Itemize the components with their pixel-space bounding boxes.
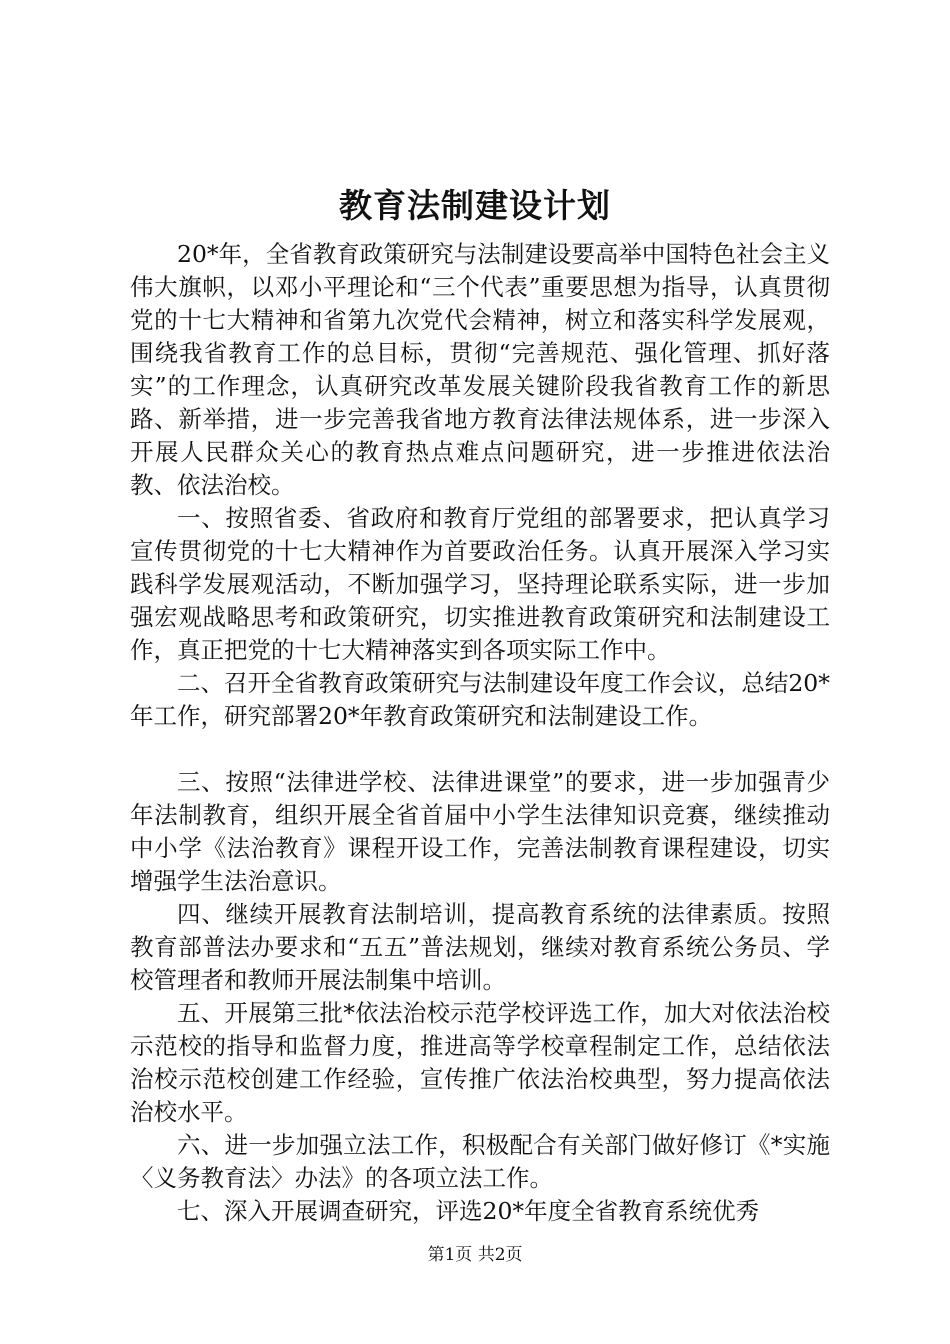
document-body (130, 238, 830, 1228)
paragraph-item-4: 四、继续开展教育法制培训，提高教育系统的法律素质。按照教育部普法办要求和“五五”普法规划，继续对教育系统公务员、学校管理者和教师开展法制集中培训。 (130, 900, 830, 994)
paragraph-item-5: 五、开展第三批*依法治校示范学校评选工作，加大对依法治校示范校的指导和监督力度，推进高等学校章程制定工作，总结依法治校示范校创建工作经验，宣传推广依法治校典型，努力提高依法治校水平。 (130, 999, 830, 1126)
paragraph-item-6: 六、进一步加强立法工作，积极配合有关部门做好修订《*实施〈义务教育法〉办法》的各项立法工作。 (130, 1131, 830, 1192)
paragraph-item-1: 一、按照省委、省政府和教育厅党组的部署要求，把认真学习宣传贯彻党的十七大精神作为首要政治任务。认真开展深入学习实践科学发展观活动，不断加强学习，坚持理论联系实际，进一步加强宏观战略思考和政策研究，切实推进教育政策研究和法制建设工作，真正把党的十七大精神落实到各项实际工作中。 (130, 504, 830, 664)
paragraph-item-7: 七、深入开展调查研究，评选20*年度全省教育系统优秀 (177, 1197, 760, 1225)
paragraph-item-2: 二、召开全省教育政策研究与法制建设年度工作会议，总结20*年工作，研究部署20*年教育政策研究和法制建设工作。 (130, 669, 830, 730)
document-title: 教育法制建设计划 (339, 186, 611, 225)
paragraph-item-3: 三、按照“法律进学校、法律进课堂”的要求，进一步加强青少年法制教育，组织开展全省首届中小学生法律知识竞赛，继续推动中小学《法治教育》课程开设工作，完善法制教育课程建设，切实增强学生法治意识。 (130, 768, 830, 895)
page-footer: 第1页 共2页 (427, 1245, 523, 1265)
paragraph-intro: 20*年，全省教育政策研究与法制建设要高举中国特色社会主义伟大旗帜，以邓小平理论和“三个代表”重要思想为指导，认真贯彻党的十七大精神和省第九次党代会精神，树立和落实科学发展观，围绕我省教育工作的总目标，贯彻“完善规范、强化管理、抓好落实”的工作理念，认真研究改革发展关键阶段我省教育工作的新思路、新举措，进一步完善我省地方教育法律法规体系，进一步深入开展人民群众关心的教育热点难点问题研究，进一步推进依法治教、依法治校。 (130, 240, 830, 499)
